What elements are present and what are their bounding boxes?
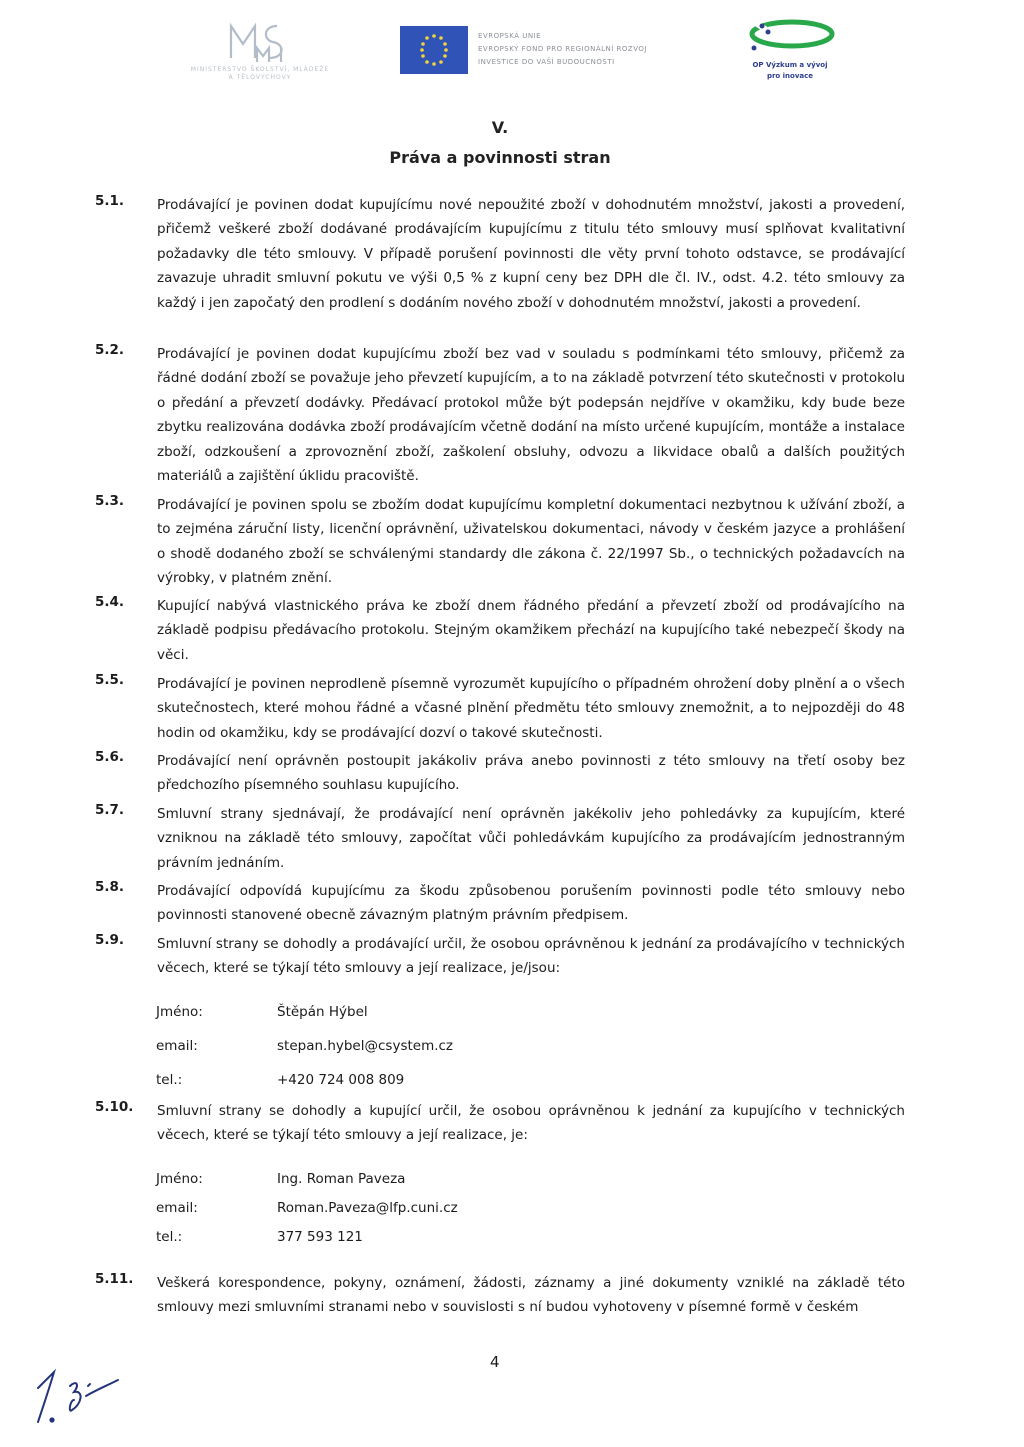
eu-logo <box>400 26 700 76</box>
clause-text: Smluvní strany se dohodly a kupující určil, že osobou oprávněnou k jednání za kupujícího v technických věcech, které se týkají této smlouvy a její realizace, je: <box>157 1103 905 1144</box>
clause-text: Prodávající je povinen spolu se zbožím dodat kupujícímu kompletní dokumentaci nezbytnou k užívání zboží, a to zejména záruční listy, licenční oprávnění, uživatelskou dokumentaci, návody v českém jazyce a prohlášení o shodě dodaného zboží se schválenými standardy dle zákona č. 22/1997 Sb., o technických požadavcích na výrobky, v platném znění. <box>157 497 905 587</box>
eu-flag-icon <box>400 26 468 74</box>
msmt-logo <box>190 18 330 98</box>
clause-5-9 <box>95 932 905 981</box>
clause-number: 5.6. <box>95 749 125 765</box>
clause-5-8 <box>95 879 905 928</box>
eu-logo-line: EVROPSKÁ UNIE <box>478 32 542 40</box>
clause-number: 5.5. <box>95 672 125 688</box>
field-value: Štěpán Hýbel <box>277 1004 368 1020</box>
clause-number: 5.1. <box>95 193 125 209</box>
clause-text: Smluvní strany sjednávají, že prodávající není oprávněn jakékoliv jeho pohledávky za kupujícím, které vzniknou na základě této smlouvy, započítat vůči pohledávkám kupujícího za prodávajícím jednostranným právním jednáním. <box>157 806 905 871</box>
clause-number: 5.8. <box>95 879 125 895</box>
page-number: 4 <box>490 1353 500 1371</box>
section-title: Práva a povinnosti stran <box>389 148 611 167</box>
field-label: tel.: <box>156 1072 183 1088</box>
clause-number: 5.9. <box>95 932 125 948</box>
clause-text: Prodávající je povinen neprodleně písemně vyrozumět kupujícího o případném ohrožení doby plnění a o všech skutečnostech, které mohou řádné a včasné plnění předmětu této smlouvy znemožnit, a to nejpozději do 48 hodin od okamžiku, kdy se prodávající dozví o takové skutečnosti. <box>157 676 905 741</box>
field-value: Roman.Paveza@lfp.cuni.cz <box>277 1200 458 1216</box>
field-label: Jméno: <box>156 1004 203 1020</box>
field-value: 377 593 121 <box>277 1229 363 1245</box>
field-value: stepan.hybel@csystem.cz <box>277 1038 454 1054</box>
clause-number: 5.2. <box>95 342 125 358</box>
clause-5-10 <box>95 1099 905 1148</box>
clause-text: Prodávající odpovídá kupujícímu za škodu způsobenou porušením povinnosti podle této smlouvy nebo povinnosti stanovené obecně závazným platným právním předpisem. <box>157 883 905 924</box>
clause-number: 5.7. <box>95 802 125 818</box>
clause-5-4 <box>95 594 905 667</box>
op-logo-line: OP Výzkum a vývoj <box>752 61 828 69</box>
section-number: V. <box>491 118 509 137</box>
clause-5-2 <box>95 342 905 488</box>
clause-text: Veškerá korespondence, pokyny, oznámení, žádosti, záznamy a jiné dokumenty vzniklé na základě této smlouvy mezi smluvními stranami nebo v souvislosti s ní budou vyhotoveny v písemné formě v českém <box>157 1275 905 1316</box>
clause-5-11 <box>95 1271 905 1320</box>
initials-signature <box>30 1360 130 1434</box>
clause-5-6 <box>95 749 905 798</box>
clause-5-5 <box>95 672 905 745</box>
clause-text: Prodávající je povinen dodat kupujícímu nové nepoužité zboží v dohodnutém množství, jakosti a provedení, přičemž veškeré zboží dodávané prodávajícím kupujícímu z titulu této smlouvy musí splňovat kvalitativní požadavky dle této smlouvy. V případě porušení povinnosti dle věty první tohoto odstavce, se prodávající zavazuje uhradit smluvní pokutu ve výši 0,5 % z kupní ceny bez DPH dle čl. IV., odst. 4.2. této smlouvy za každý i jen započatý den prodlení s dodáním nového zboží v dohodnutém množství, jakosti a provedení. <box>157 197 905 311</box>
clause-number: 5.10. <box>95 1099 134 1115</box>
clause-5-3 <box>95 493 905 591</box>
clause-number: 5.11. <box>95 1271 134 1287</box>
field-label: tel.: <box>156 1229 183 1245</box>
msmt-logo-caption: MINISTERSTVO ŠKOLSTVÍ, MLÁDEŽE A TĚLOVÝCHOVY <box>190 66 330 81</box>
clause-text: Prodávající je povinen dodat kupujícímu zboží bez vad v souladu s podmínkami této smlouvy, přičemž za řádné dodání zboží se považuje jeho převzetí kupujícím, a to na základě potvrzení této skutečnosti v protokolu o předání a převzetí dodávky. Předávací protokol může být podepsán nejdříve v okamžiku, kdy bude beze zbytku realizována dodávka zboží prodávajícím včetně dodání na místo určené kupujícím, montáže a instalace zboží, odzkoušení a zprovoznění zboží, zaškolení obsluhy, odvozu a likvidace obalů a dalších použitých materiálů a zajištění úklidu pracoviště. <box>157 346 905 485</box>
clause-number: 5.4. <box>95 594 125 610</box>
field-value: +420 724 008 809 <box>277 1072 405 1088</box>
page-header <box>0 0 1024 110</box>
clause-5-1 <box>95 193 905 315</box>
op-vvpi-logo <box>735 14 845 94</box>
field-label: email: <box>156 1200 198 1216</box>
clause-number: 5.3. <box>95 493 125 509</box>
field-label: Jméno: <box>156 1171 203 1187</box>
field-label: email: <box>156 1038 198 1054</box>
clause-text: Prodávající není oprávněn postoupit jakákoliv práva anebo povinnosti z této smlouvy na třetí osoby bez předchozího písemného souhlasu kupujícího. <box>157 753 905 794</box>
clause-text: Kupující nabývá vlastnického práva ke zboží dnem řádného předání a převzetí zboží od prodávajícího na základě podpisu předávacího protokolu. Stejným okamžikem přechází na kupujícího také nebezpečí škody na věci. <box>157 598 905 663</box>
clause-text: Smluvní strany se dohodly a prodávající určil, že osobou oprávněnou k jednání za prodávajícího v technických věcech, které se týkají této smlouvy a její realizace, je/jsou: <box>157 936 905 977</box>
eu-logo-line: EVROPSKÝ FOND PRO REGIONÁLNÍ ROZVOJ <box>478 45 647 53</box>
field-value: Ing. Roman Paveza <box>277 1171 406 1187</box>
op-logo-line: pro inovace <box>766 72 814 80</box>
eu-logo-line: INVESTICE DO VAŠÍ BUDOUCNOSTI <box>478 58 615 66</box>
clause-5-7 <box>95 802 905 875</box>
